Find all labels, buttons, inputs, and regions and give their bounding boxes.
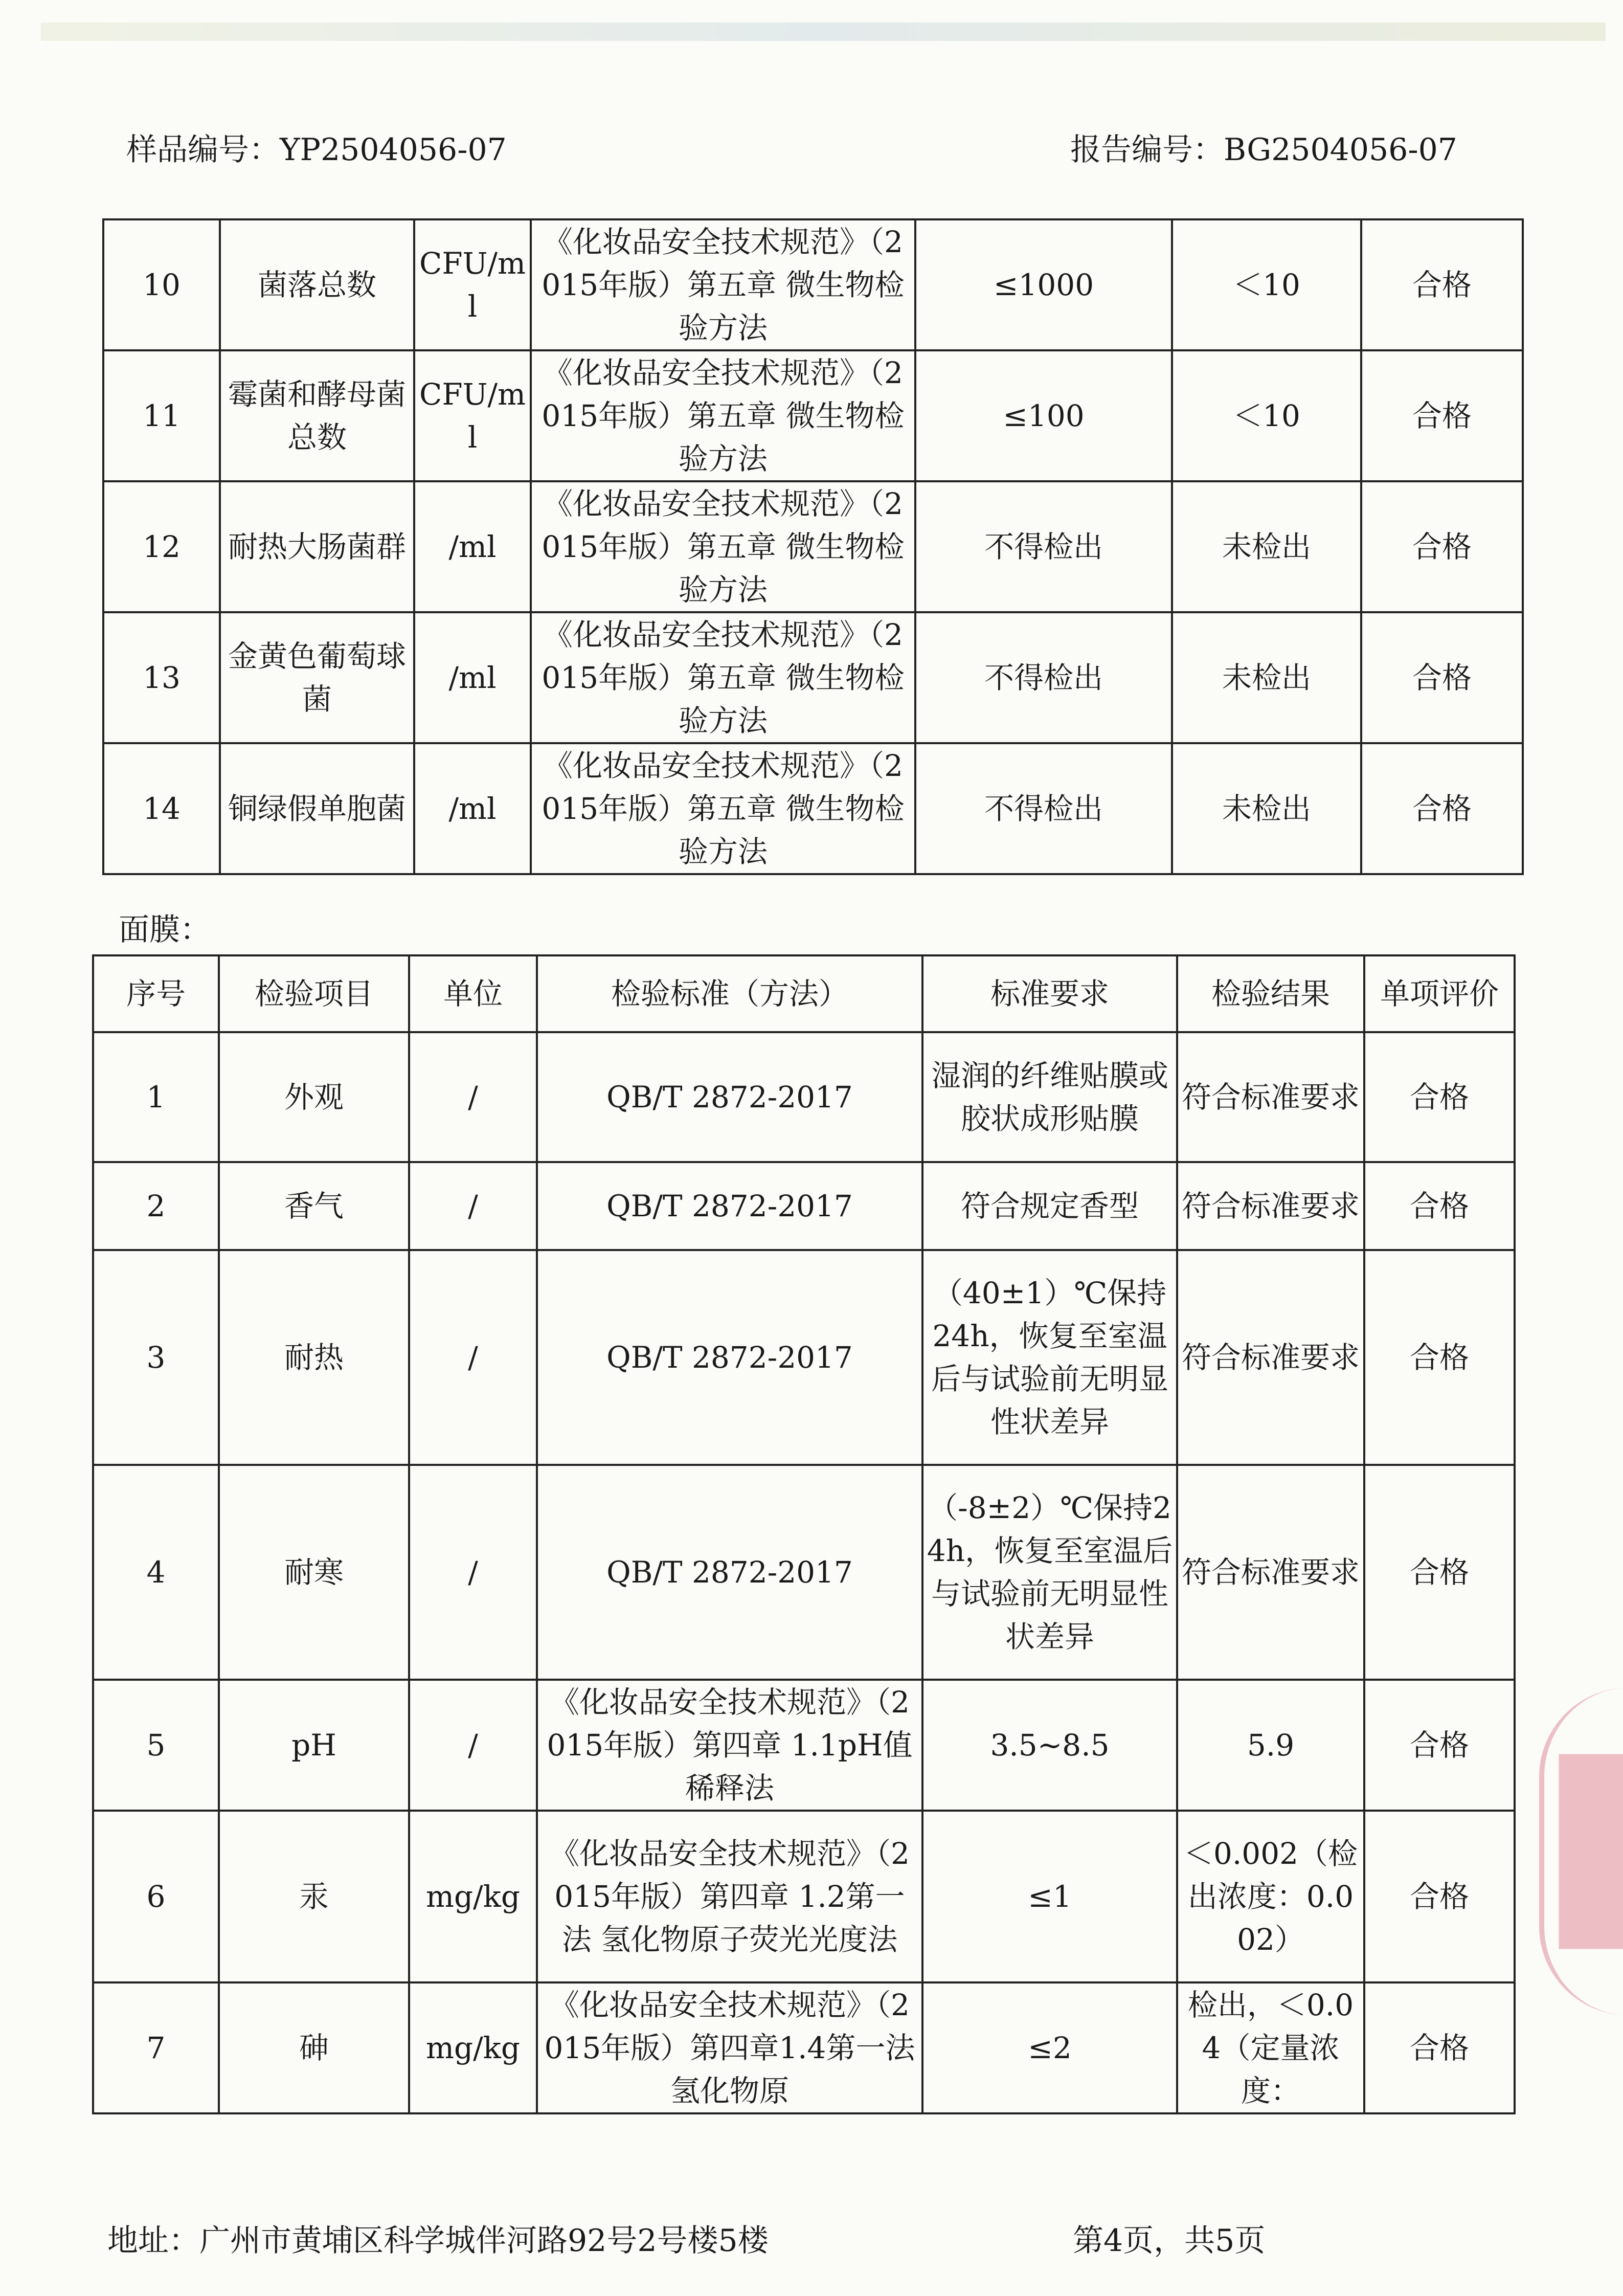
cell-requirement: 湿润的纤维贴膜或胶状成形贴膜 xyxy=(922,1032,1177,1162)
cell-method: 《化妆品安全技术规范》（2015年版）第五章 微生物检验方法 xyxy=(531,612,915,743)
cell-result: ＜10 xyxy=(1172,219,1361,350)
table-row xyxy=(93,1982,1515,2113)
cell-verdict: 合格 xyxy=(1364,1250,1515,1465)
cell-no: 1 xyxy=(93,1032,219,1162)
cell-no: 7 xyxy=(93,1982,219,2113)
cell-unit: CFU/ml xyxy=(414,219,531,350)
cell-requirement: （-8±2）℃保持24h，恢复至室温后与试验前无明显性状差异 xyxy=(922,1465,1177,1680)
scan-top-band xyxy=(41,23,1606,41)
cell-method: 《化妆品安全技术规范》（2015年版）第四章 1.2第一法 氢化物原子荧光光度法 xyxy=(537,1811,922,1982)
cell-verdict: 合格 xyxy=(1361,481,1523,612)
cell-unit: /ml xyxy=(414,481,531,612)
cell-unit: CFU/ml xyxy=(414,350,531,481)
cell-no: 4 xyxy=(93,1465,219,1680)
header-item: 检验项目 xyxy=(219,955,409,1032)
cell-no: 12 xyxy=(103,481,220,612)
cell-result: 符合标准要求 xyxy=(1177,1465,1364,1680)
cell-verdict: 合格 xyxy=(1361,612,1523,743)
cell-requirement: ≤1 xyxy=(922,1811,1177,1982)
cell-requirement: 不得检出 xyxy=(915,612,1172,743)
table-row xyxy=(103,481,1523,612)
table-row xyxy=(93,1680,1515,1811)
cell-requirement: ≤100 xyxy=(915,350,1172,481)
cell-item: pH xyxy=(219,1680,409,1811)
cell-requirement: （40±1）℃保持24h，恢复至室温后与试验前无明显性状差异 xyxy=(922,1250,1177,1465)
cell-requirement: ≤2 xyxy=(922,1982,1177,2113)
sample-number-value: YP2504056-07 xyxy=(280,132,507,168)
cell-method: 《化妆品安全技术规范》（2015年版）第四章 1.1pH值 稀释法 xyxy=(537,1680,922,1811)
report-number-value: BG2504056-07 xyxy=(1224,132,1457,168)
cell-result: ＜10 xyxy=(1172,350,1361,481)
cell-no: 10 xyxy=(103,219,220,350)
table-row xyxy=(103,350,1523,481)
cell-method: QB/T 2872-2017 xyxy=(537,1032,922,1162)
cell-item: 香气 xyxy=(219,1162,409,1250)
cell-method: QB/T 2872-2017 xyxy=(537,1162,922,1250)
table-row xyxy=(93,1032,1515,1162)
cell-no: 3 xyxy=(93,1250,219,1465)
footer-address: 地址：广州市黄埔区科学城伴河路92号2号楼5楼 xyxy=(107,2223,769,2259)
table-row xyxy=(93,1811,1515,1982)
header-requirement: 标准要求 xyxy=(922,955,1177,1032)
cell-item: 外观 xyxy=(219,1032,409,1162)
cell-item: 霉菌和酵母菌总数 xyxy=(220,350,414,481)
table-row xyxy=(103,219,1523,350)
cell-item: 耐寒 xyxy=(219,1465,409,1680)
cell-verdict: 合格 xyxy=(1364,1032,1515,1162)
cell-result: 符合标准要求 xyxy=(1177,1162,1364,1250)
report-number xyxy=(1070,125,1457,169)
cell-unit: /ml xyxy=(414,612,531,743)
cell-unit: / xyxy=(409,1162,537,1250)
cell-no: 5 xyxy=(93,1680,219,1811)
cell-result: 检出，＜0.04（定量浓度： xyxy=(1177,1982,1364,2113)
microbiology-table xyxy=(102,218,1524,875)
cell-verdict: 合格 xyxy=(1361,219,1523,350)
cell-requirement: 不得检出 xyxy=(915,481,1172,612)
cell-result: 5.9 xyxy=(1177,1680,1364,1811)
cell-item: 铜绿假单胞菌 xyxy=(220,743,414,874)
cell-verdict: 合格 xyxy=(1364,1811,1515,1982)
cell-requirement: ≤1000 xyxy=(915,219,1172,350)
report-number-label: 报告编号： xyxy=(1070,132,1224,168)
cell-no: 6 xyxy=(93,1811,219,1982)
table-row xyxy=(93,1250,1515,1465)
cell-result: 未检出 xyxy=(1172,612,1361,743)
microbiology-table-body xyxy=(103,219,1523,874)
cell-method: 《化妆品安全技术规范》（2015年版）第五章 微生物检验方法 xyxy=(531,219,915,350)
cell-result: 符合标准要求 xyxy=(1177,1250,1364,1465)
cell-item: 耐热大肠菌群 xyxy=(220,481,414,612)
cell-method: QB/T 2872-2017 xyxy=(537,1250,922,1465)
cell-unit: / xyxy=(409,1250,537,1465)
seal-stamp-fragment xyxy=(1539,1688,1623,2015)
cell-method: 《化妆品安全技术规范》（2015年版）第五章 微生物检验方法 xyxy=(531,350,915,481)
header-no: 序号 xyxy=(93,955,219,1032)
cell-verdict: 合格 xyxy=(1364,1465,1515,1680)
sample-number xyxy=(126,125,507,169)
cell-result: 未检出 xyxy=(1172,481,1361,612)
cell-no: 13 xyxy=(103,612,220,743)
table-row xyxy=(93,1465,1515,1680)
table-row xyxy=(103,612,1523,743)
cell-item: 耐热 xyxy=(219,1250,409,1465)
cell-verdict: 合格 xyxy=(1364,1982,1515,2113)
cell-verdict: 合格 xyxy=(1364,1162,1515,1250)
cell-requirement: 3.5~8.5 xyxy=(922,1680,1177,1811)
cell-verdict: 合格 xyxy=(1364,1680,1515,1811)
cell-method: QB/T 2872-2017 xyxy=(537,1465,922,1680)
table-header-row xyxy=(93,955,1515,1032)
footer-page-info: 第4页，共5页 xyxy=(1073,2223,1266,2259)
table-row xyxy=(103,743,1523,874)
cell-item: 汞 xyxy=(219,1811,409,1982)
cell-no: 2 xyxy=(93,1162,219,1250)
section-label: 面膜： xyxy=(119,912,211,948)
mask-test-table-body xyxy=(93,1032,1515,2113)
cell-method: 《化妆品安全技术规范》（2015年版）第五章 微生物检验方法 xyxy=(531,743,915,874)
cell-verdict: 合格 xyxy=(1361,350,1523,481)
table-row xyxy=(93,1162,1515,1250)
cell-verdict: 合格 xyxy=(1361,743,1523,874)
cell-requirement: 不得检出 xyxy=(915,743,1172,874)
cell-unit: / xyxy=(409,1465,537,1680)
cell-unit: /ml xyxy=(414,743,531,874)
cell-unit: / xyxy=(409,1680,537,1811)
header-result: 检验结果 xyxy=(1177,955,1364,1032)
cell-method: 《化妆品安全技术规范》（2015年版）第五章 微生物检验方法 xyxy=(531,481,915,612)
cell-method: 《化妆品安全技术规范》（2015年版）第四章1.4第一法 氢化物原 xyxy=(537,1982,922,2113)
cell-result: ＜0.002（检出浓度：0.002） xyxy=(1177,1811,1364,1982)
header-method: 检验标准（方法） xyxy=(537,955,922,1032)
cell-item: 砷 xyxy=(219,1982,409,2113)
cell-result: 未检出 xyxy=(1172,743,1361,874)
cell-no: 14 xyxy=(103,743,220,874)
header-unit: 单位 xyxy=(409,955,537,1032)
sample-number-label: 样品编号： xyxy=(126,132,280,168)
cell-item: 金黄色葡萄球菌 xyxy=(220,612,414,743)
mask-test-table xyxy=(92,954,1516,2114)
cell-item: 菌落总数 xyxy=(220,219,414,350)
cell-unit: mg/kg xyxy=(409,1982,537,2113)
cell-no: 11 xyxy=(103,350,220,481)
cell-requirement: 符合规定香型 xyxy=(922,1162,1177,1250)
header-verdict: 单项评价 xyxy=(1364,955,1515,1032)
cell-unit: / xyxy=(409,1032,537,1162)
cell-result: 符合标准要求 xyxy=(1177,1032,1364,1162)
cell-unit: mg/kg xyxy=(409,1811,537,1982)
